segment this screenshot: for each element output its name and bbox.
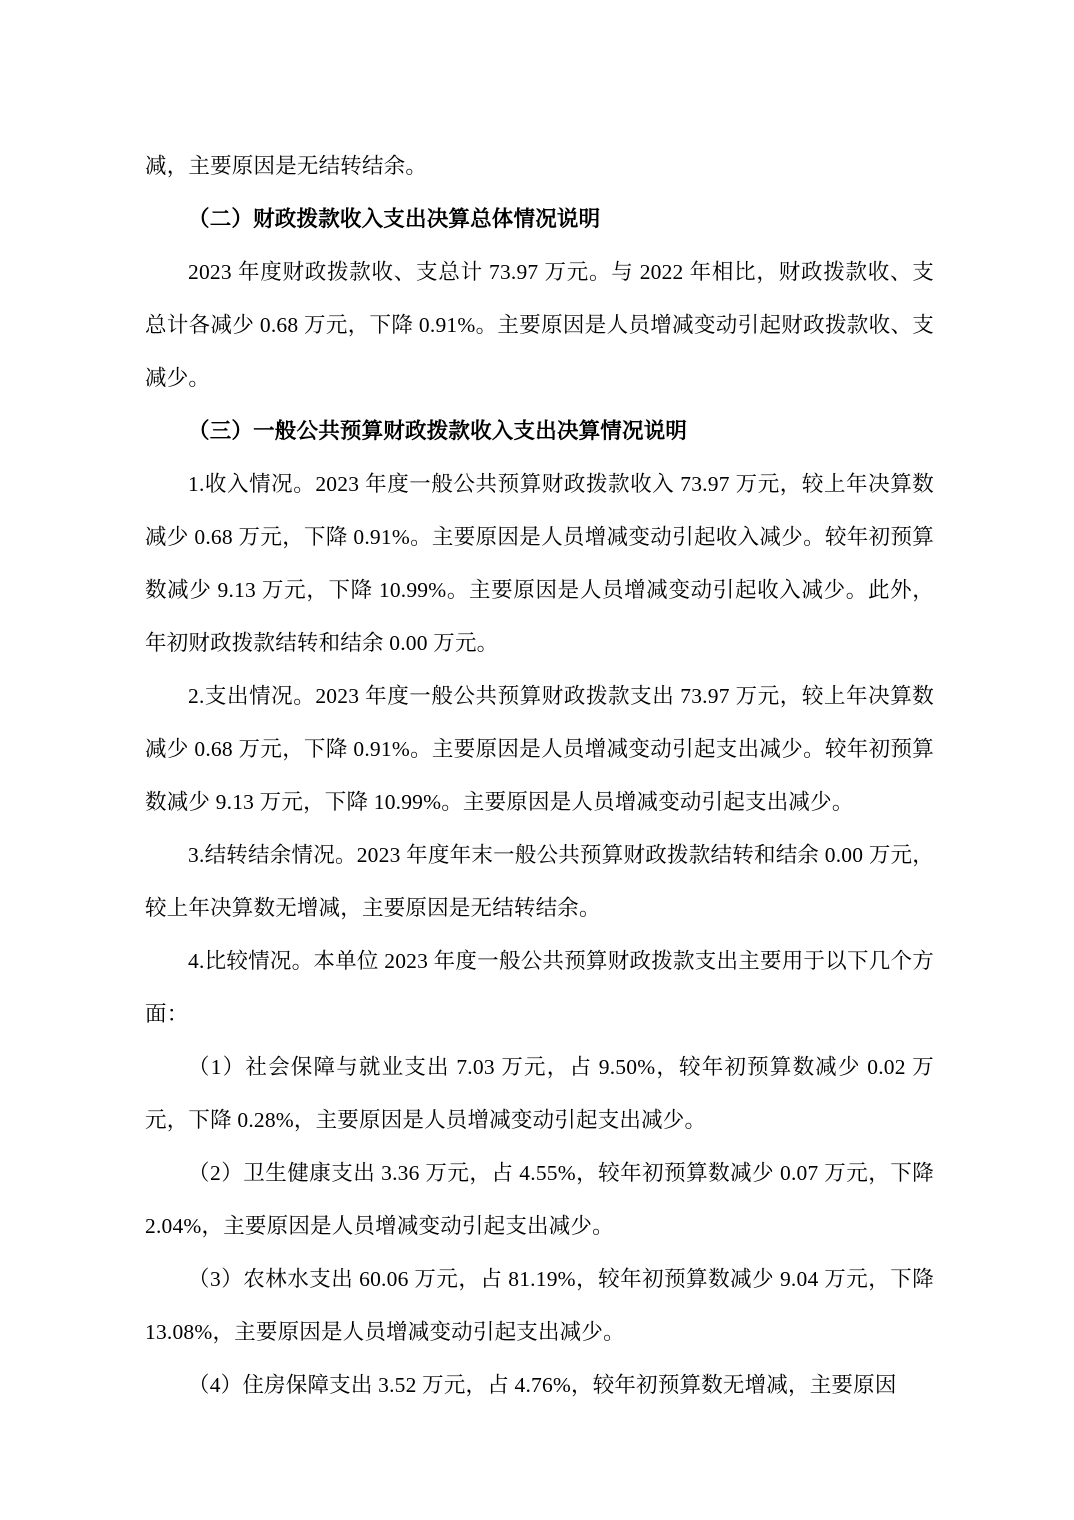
paragraph-heading-financial-appropriation-overview: （二）财政拨款收入支出决算总体情况说明 <box>188 207 601 231</box>
paragraph-continued: 减，主要原因是无结转结余。 <box>145 154 428 178</box>
paragraph-housing-security: （4）住房保障支出 3.52 万元，占 4.76%，较年初预算数无增减，主要原因 <box>188 1373 897 1397</box>
paragraph-income-situation: 1.收入情况。2023 年度一般公共预算财政拨款收入 73.97 万元，较上年决算数减少 0.68 万元，下降 0.91%。主要原因是人员增减变动引起收入减少。较年初预算数减少 9.13 万元，下降 10.99%。主要原因是人员增减变动引起收入减少。此外，年初财政拨款结转和结余 0.00 万元。 <box>145 472 934 655</box>
paragraph-overall-situation: 2023 年度财政拨款收、支总计 73.97 万元。与 2022 年相比，财政拨款收、支总计各减少 0.68 万元，下降 0.91%。主要原因是人员增减变动引起财政拨款收、支减少。 <box>145 260 934 390</box>
paragraph-heading-general-public-budget: （三）一般公共预算财政拨款收入支出决算情况说明 <box>188 419 688 443</box>
paragraph-expenditure-situation: 2.支出情况。2023 年度一般公共预算财政拨款支出 73.97 万元，较上年决算数减少 0.68 万元，下降 0.91%。主要原因是人员增减变动引起支出减少。较年初预算数减少 9.13 万元，下降 10.99%。主要原因是人员增减变动引起支出减少。 <box>145 684 934 814</box>
paragraph-health-expenditure: （2）卫生健康支出 3.36 万元，占 4.55%，较年初预算数减少 0.07 万元，下降 2.04%，主要原因是人员增减变动引起支出减少。 <box>145 1161 934 1238</box>
paragraph-social-security-employment: （1）社会保障与就业支出 7.03 万元，占 9.50%，较年初预算数减少 0.02 万元，下降 0.28%，主要原因是人员增减变动引起支出减少。 <box>145 1055 934 1132</box>
paragraph-comparison-situation: 4.比较情况。本单位 2023 年度一般公共预算财政拨款支出主要用于以下几个方面： <box>145 949 934 1026</box>
document-body <box>145 140 934 1412</box>
paragraph-agriculture-forestry-water: （3）农林水支出 60.06 万元，占 81.19%，较年初预算数减少 9.04 万元，下降 13.08%，主要原因是人员增减变动引起支出减少。 <box>145 1267 934 1344</box>
paragraph-carryover-balance-situation: 3.结转结余情况。2023 年度年末一般公共预算财政拨款结转和结余 0.00 万元，较上年决算数无增减，主要原因是无结转结余。 <box>145 843 934 920</box>
